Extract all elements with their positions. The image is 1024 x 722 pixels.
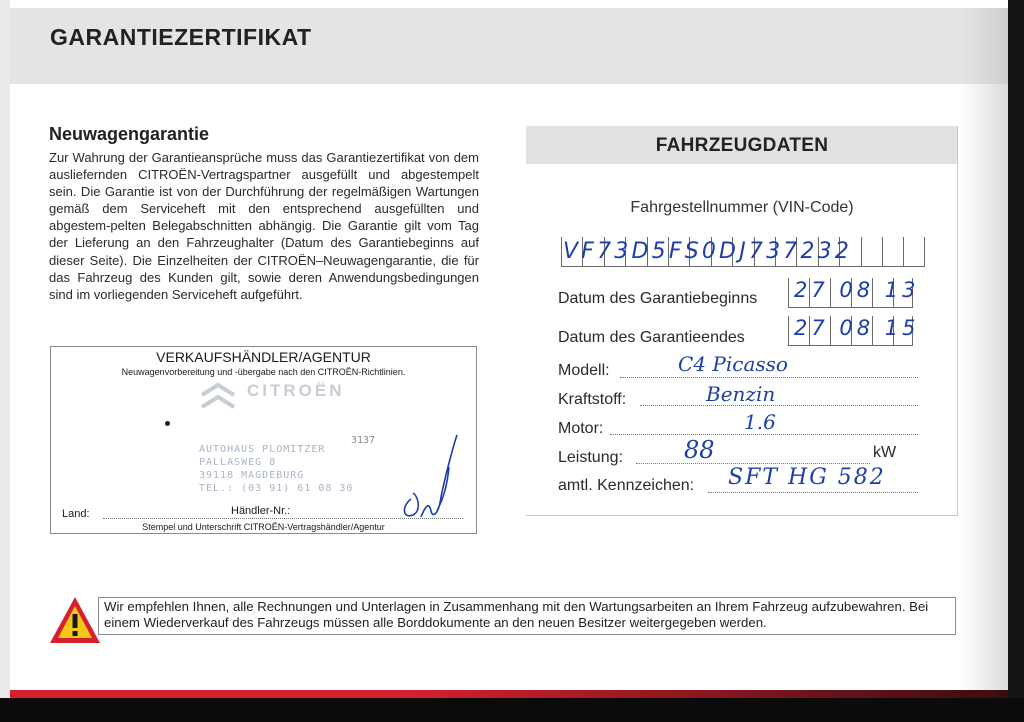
vin-cell <box>861 237 882 267</box>
dealer-number-label: Händler-Nr.: <box>231 505 291 517</box>
dealer-stamp <box>199 443 353 495</box>
dealer-stamp-box <box>50 346 477 534</box>
stamp-line: AUTOHAUS PLOMITZER <box>199 444 326 455</box>
plate-label: amtl. Kennzeichen: <box>558 477 695 494</box>
plate-value: SFT HG 582 <box>728 465 886 490</box>
engine-label: Motor: <box>558 420 604 437</box>
vin-label: Fahrgestellnummer (VIN-Code) <box>630 199 854 216</box>
warranty-end-value: 27 08 15 <box>794 316 920 340</box>
page-curl-shadow <box>960 8 1008 698</box>
stamp-logo-text: CITROËN <box>247 381 345 400</box>
dealer-footer: Stempel und Unterschrift CITROËN-Vertragshändler/Agentur <box>142 522 385 532</box>
vin-cell <box>903 237 925 267</box>
dealer-title: VERKAUFSHÄNDLER/AGENTUR <box>156 349 371 365</box>
power-line <box>636 463 870 464</box>
dealer-signature <box>391 427 471 527</box>
warranty-start-field <box>788 278 920 308</box>
warning-icon <box>48 594 102 646</box>
scan-border-bottom <box>0 698 1024 722</box>
footer-red-stripe <box>10 690 1008 698</box>
stamp-line: TEL.: (03 91) 61 08 30 <box>199 483 354 494</box>
model-label: Modell: <box>558 362 610 379</box>
warranty-end-label: Datum des Garantieendes <box>558 329 745 346</box>
scan-border-left <box>0 0 10 722</box>
scan-border-right <box>1008 0 1024 722</box>
engine-line <box>610 434 918 435</box>
warranty-title: Neuwagengarantie <box>49 124 210 144</box>
warranty-text: Zur Wahrung der Garantieansprüche muss das Garantiezertifikat von dem ausliefernden CITROËN-Vertragspartner ausgefüllt und abgestempelt sein. Die Garantie ist von der Durchführung der regelmäßigen Wartungen gemäß dem Serviceheft mit den entsprechend ausgefüllten und abgestem-pelten Belegabschnitten abhängig. Die Garantie gilt vom Tag der Lieferung an den Fahrzeughalter (Datum des Garantiebeginns auf dieser Seite). Die Einzelheiten der CITROËN–Neuwagengarantie, die für das Fahrzeug des Kunden gilt, sowie deren Anwendungsbedingungen sind im vorliegenden Serviceheft aufgeführt. <box>49 150 479 302</box>
citroen-chevron-icon <box>198 381 238 411</box>
date-baseline <box>788 345 913 346</box>
power-unit: kW <box>873 444 897 461</box>
vin-value: VF73D5FS0DJ737232 <box>563 239 853 264</box>
fuel-label: Kraftstoff: <box>558 391 627 408</box>
ink-dot <box>165 421 170 426</box>
engine-value: 1.6 <box>744 410 776 434</box>
date-baseline <box>788 307 913 308</box>
warranty-end-field <box>788 316 920 346</box>
warranty-start-label: Datum des Garantiebeginns <box>558 290 758 307</box>
vin-baseline <box>561 266 925 267</box>
power-value: 88 <box>684 436 715 464</box>
land-line <box>103 518 463 519</box>
vin-cell <box>882 237 903 267</box>
fuel-line <box>640 405 918 406</box>
vin-field <box>561 237 925 267</box>
page-title: GARANTIEZERTIFIKAT <box>50 24 312 50</box>
stamp-line: PALLASWEG 8 <box>199 457 277 468</box>
fuel-value: Benzin <box>706 382 776 406</box>
stamp-line: 39118 MAGDEBURG <box>199 470 305 481</box>
model-value: C4 Picasso <box>678 352 788 376</box>
stamp-number: 3137 <box>351 435 376 446</box>
warranty-start-value: 27 08 13 <box>794 278 920 302</box>
vehicle-data-title: FAHRZEUGDATEN <box>655 135 829 156</box>
land-label: Land: <box>62 508 90 520</box>
model-line <box>620 377 918 378</box>
notice-text: Wir empfehlen Ihnen, alle Rechnungen und Unterlagen in Zusammenhang mit den Wartungsarbeiten an Ihrem Fahrzeug aufzubewahren. Bei einem Wiederverkauf des Fahrzeugs müssen alle Borddokumente an den neuen Besitzer weitergegeben werden. <box>104 599 929 630</box>
power-label: Leistung: <box>558 449 623 466</box>
plate-line <box>708 492 918 493</box>
dealer-subtitle: Neuwagenvorbereitung und -übergabe nach den CITROËN-Richtlinien. <box>121 367 406 377</box>
